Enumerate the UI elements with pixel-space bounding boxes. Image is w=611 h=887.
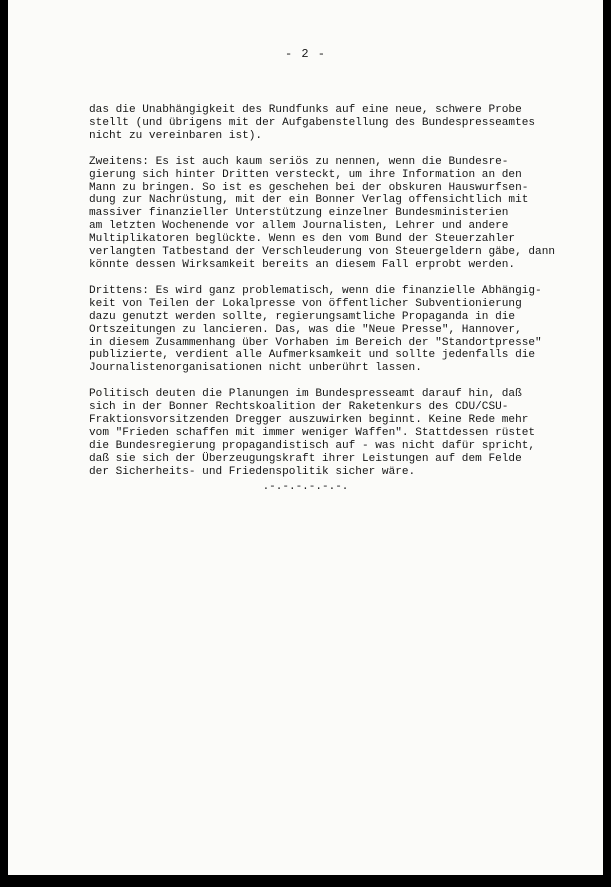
paragraph-drittens [89,285,599,375]
text-line: keit von Teilen der Lokalpresse von öffentlicher Subventionierung [89,297,522,310]
text-line: die Bundesregierung propagandistisch auf - was nicht dafür spricht, [89,439,536,452]
paragraph-politisch [89,388,599,478]
text-line: in diesem Zusammenhang über Vorhaben im Bereich der "Standortpresse" [89,336,542,349]
text-line: sich in der Bonner Rechtskoalition der Raketenkurs des CDU/CSU- [89,401,509,414]
end-mark: .-.-.-.-.-.-. [262,481,349,493]
text-line: publizierte, verdient alle Aufmerksamkeit und sollte jedenfalls die [89,349,536,362]
text-line: verlangten Tatbestand der Verschleuderung von Steuergeldern gäbe, dann [89,246,556,259]
text-line: Multiplikatoren beglückte. Wenn es den vom Bund der Steuerzahler [89,233,516,246]
text-line: massiver finanzieller Unterstützung einzelner Bundesministerien [89,207,509,220]
text-line: Journalistenorganisationen nicht unberührt lassen. [89,362,422,375]
text-line: vom "Frieden schaffen mit immer weniger Waffen". Stattdessen rüstet [89,426,536,439]
page-number: - 2 - [284,47,326,61]
text-line: stellt (und übrigens mit der Aufgabenstellung des Bundespresseamtes [89,116,536,129]
document-page [8,0,603,875]
text-line: dung zur Nachrüstung, mit der ein Bonner Verlag offensichtlich mit [89,194,529,207]
text-line: das die Unabhängigkeit des Rundfunks auf eine neue, schwere Probe [89,104,522,116]
text-line: Zweitens: Es ist auch kaum seriös zu nennen, wenn die Bundesre- [89,155,509,168]
paragraph-zweitens [89,156,599,272]
text-line: daß sie sich der Überzeugungskraft ihrer Leistungen auf dem Felde [89,452,522,465]
text-line: Politisch deuten die Planungen im Bundespresseamt darauf hin, daß [89,388,522,401]
text-line: Fraktionsvorsitzenden Dregger auszuwirken beginnt. Keine Rede mehr [89,414,529,427]
text-line: Ortszeitungen zu lancieren. Das, was die "Neue Presse", Hannover, [89,323,522,336]
text-line: der Sicherheits- und Friedenspolitik sicher wäre. [89,465,416,478]
text-line: gierung sich hinter Dritten versteckt, um ihre Information an den [89,168,522,181]
text-line: nicht zu vereinbaren ist). [89,129,263,142]
text-line: am letzten Wochenende vor allem Journalisten, Lehrer und andere [89,220,509,233]
paragraph-intro [89,104,599,143]
text-line: dazu genutzt werden sollte, regierungsamtliche Propaganda in die [89,310,516,323]
text-line: Drittens: Es wird ganz problematisch, wenn die finanzielle Abhängig- [89,284,542,297]
text-line: könnte dessen Wirksamkeit bereits an diesem Fall erprobt werden. [89,258,516,271]
text-line: Mann zu bringen. So ist es geschehen bei der obskuren Hauswurfsen- [89,181,529,194]
document-body [89,104,599,492]
